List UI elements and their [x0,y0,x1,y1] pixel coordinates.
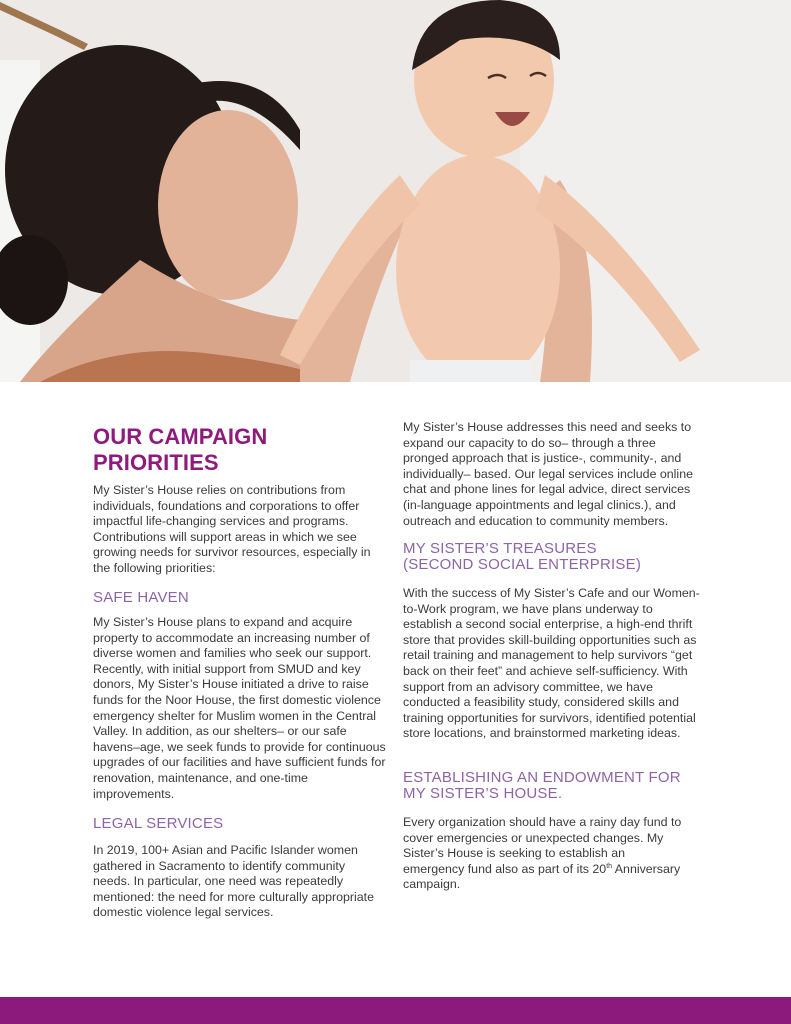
safe-haven-heading: SAFE HAVEN [93,589,189,606]
hero-photo [0,0,791,382]
hero-illustration [0,0,791,382]
legal-services-body: In 2019, 100+ Asian and Pacific Islander women gathered in Sacramento to identify community needs. In particular, one need was repeatedly mentioned: the need for more culturally appropriate domestic violence legal services. [93,843,375,920]
endowment-ordinal: th [606,862,613,870]
treasures-heading-line1: MY SISTER’S TREASURES [403,540,597,557]
treasures-heading-line2: (SECOND SOCIAL ENTERPRISE) [403,556,642,573]
endowment-body-text: Every organization should have a rainy day fund to cover emergencies or unexpected changes. My Sister’s House is seeking to establish an emergency fund also as part of its 20 [403,815,682,876]
endowment-heading-line1: ESTABLISHING AN ENDOWMENT FOR [403,769,681,786]
endowment-body [403,815,683,893]
endowment-heading [403,770,701,802]
legal-services-heading: LEGAL SERVICES [93,815,224,832]
endowment-heading-line2: MY SISTER’S HOUSE. [403,785,563,802]
intro-paragraph: My Sister’s House relies on contributions from individuals, foundations and corporations to offer impactful life-changing services and programs. Contributions will support areas in which we see growing needs for survivor resources, especially in the following priorities: [93,483,371,575]
safe-haven-body: My Sister’s House plans to expand and acquire property to accommodate an increasing number of diverse women and families who seek our support. Recently, with initial support from SMUD and key donors, My Sister’s House initiated a drive to raise funds for the Noor House, the first domestic violence emergency shelter for Muslim women in the Central Valley. In addition, as our shelters– or our safe havens–age, we seek funds to provide for continuous upgrades of our facilities and have sufficient funds for renovation, maintenance, and one-time improvements. [93,615,386,801]
endowment-body-end: Anniversary campaign. [403,861,681,892]
page-title: OUR CAMPAIGN PRIORITIES [93,424,268,475]
footer-bar [0,997,791,1024]
legal-services-body-continued: My Sister’s House addresses this need and seeks to expand our capacity to do so– through a three pronged approach that is justice-, community-, and individually– based. Our legal services include online chat and phone lines for legal advice, direct services (in-language appointments and legal clinics.), and outreach and education to community members. [403,420,693,528]
treasures-body: With the success of My Sister’s Cafe and our Women-to-Work program, we have plans underway to establish a second social enterprise, a high-end thrift store that provides skill-building opportunities such as retail training and management to help survivors “get back on their feet” and achieve self-sufficiency. With support from an advisory committee, we have conducted a feasibility study, considered skills and training opportunities for survivors, identified potential store locations, and brainstormed marketing ideas. [403,586,700,741]
treasures-heading [403,541,701,573]
